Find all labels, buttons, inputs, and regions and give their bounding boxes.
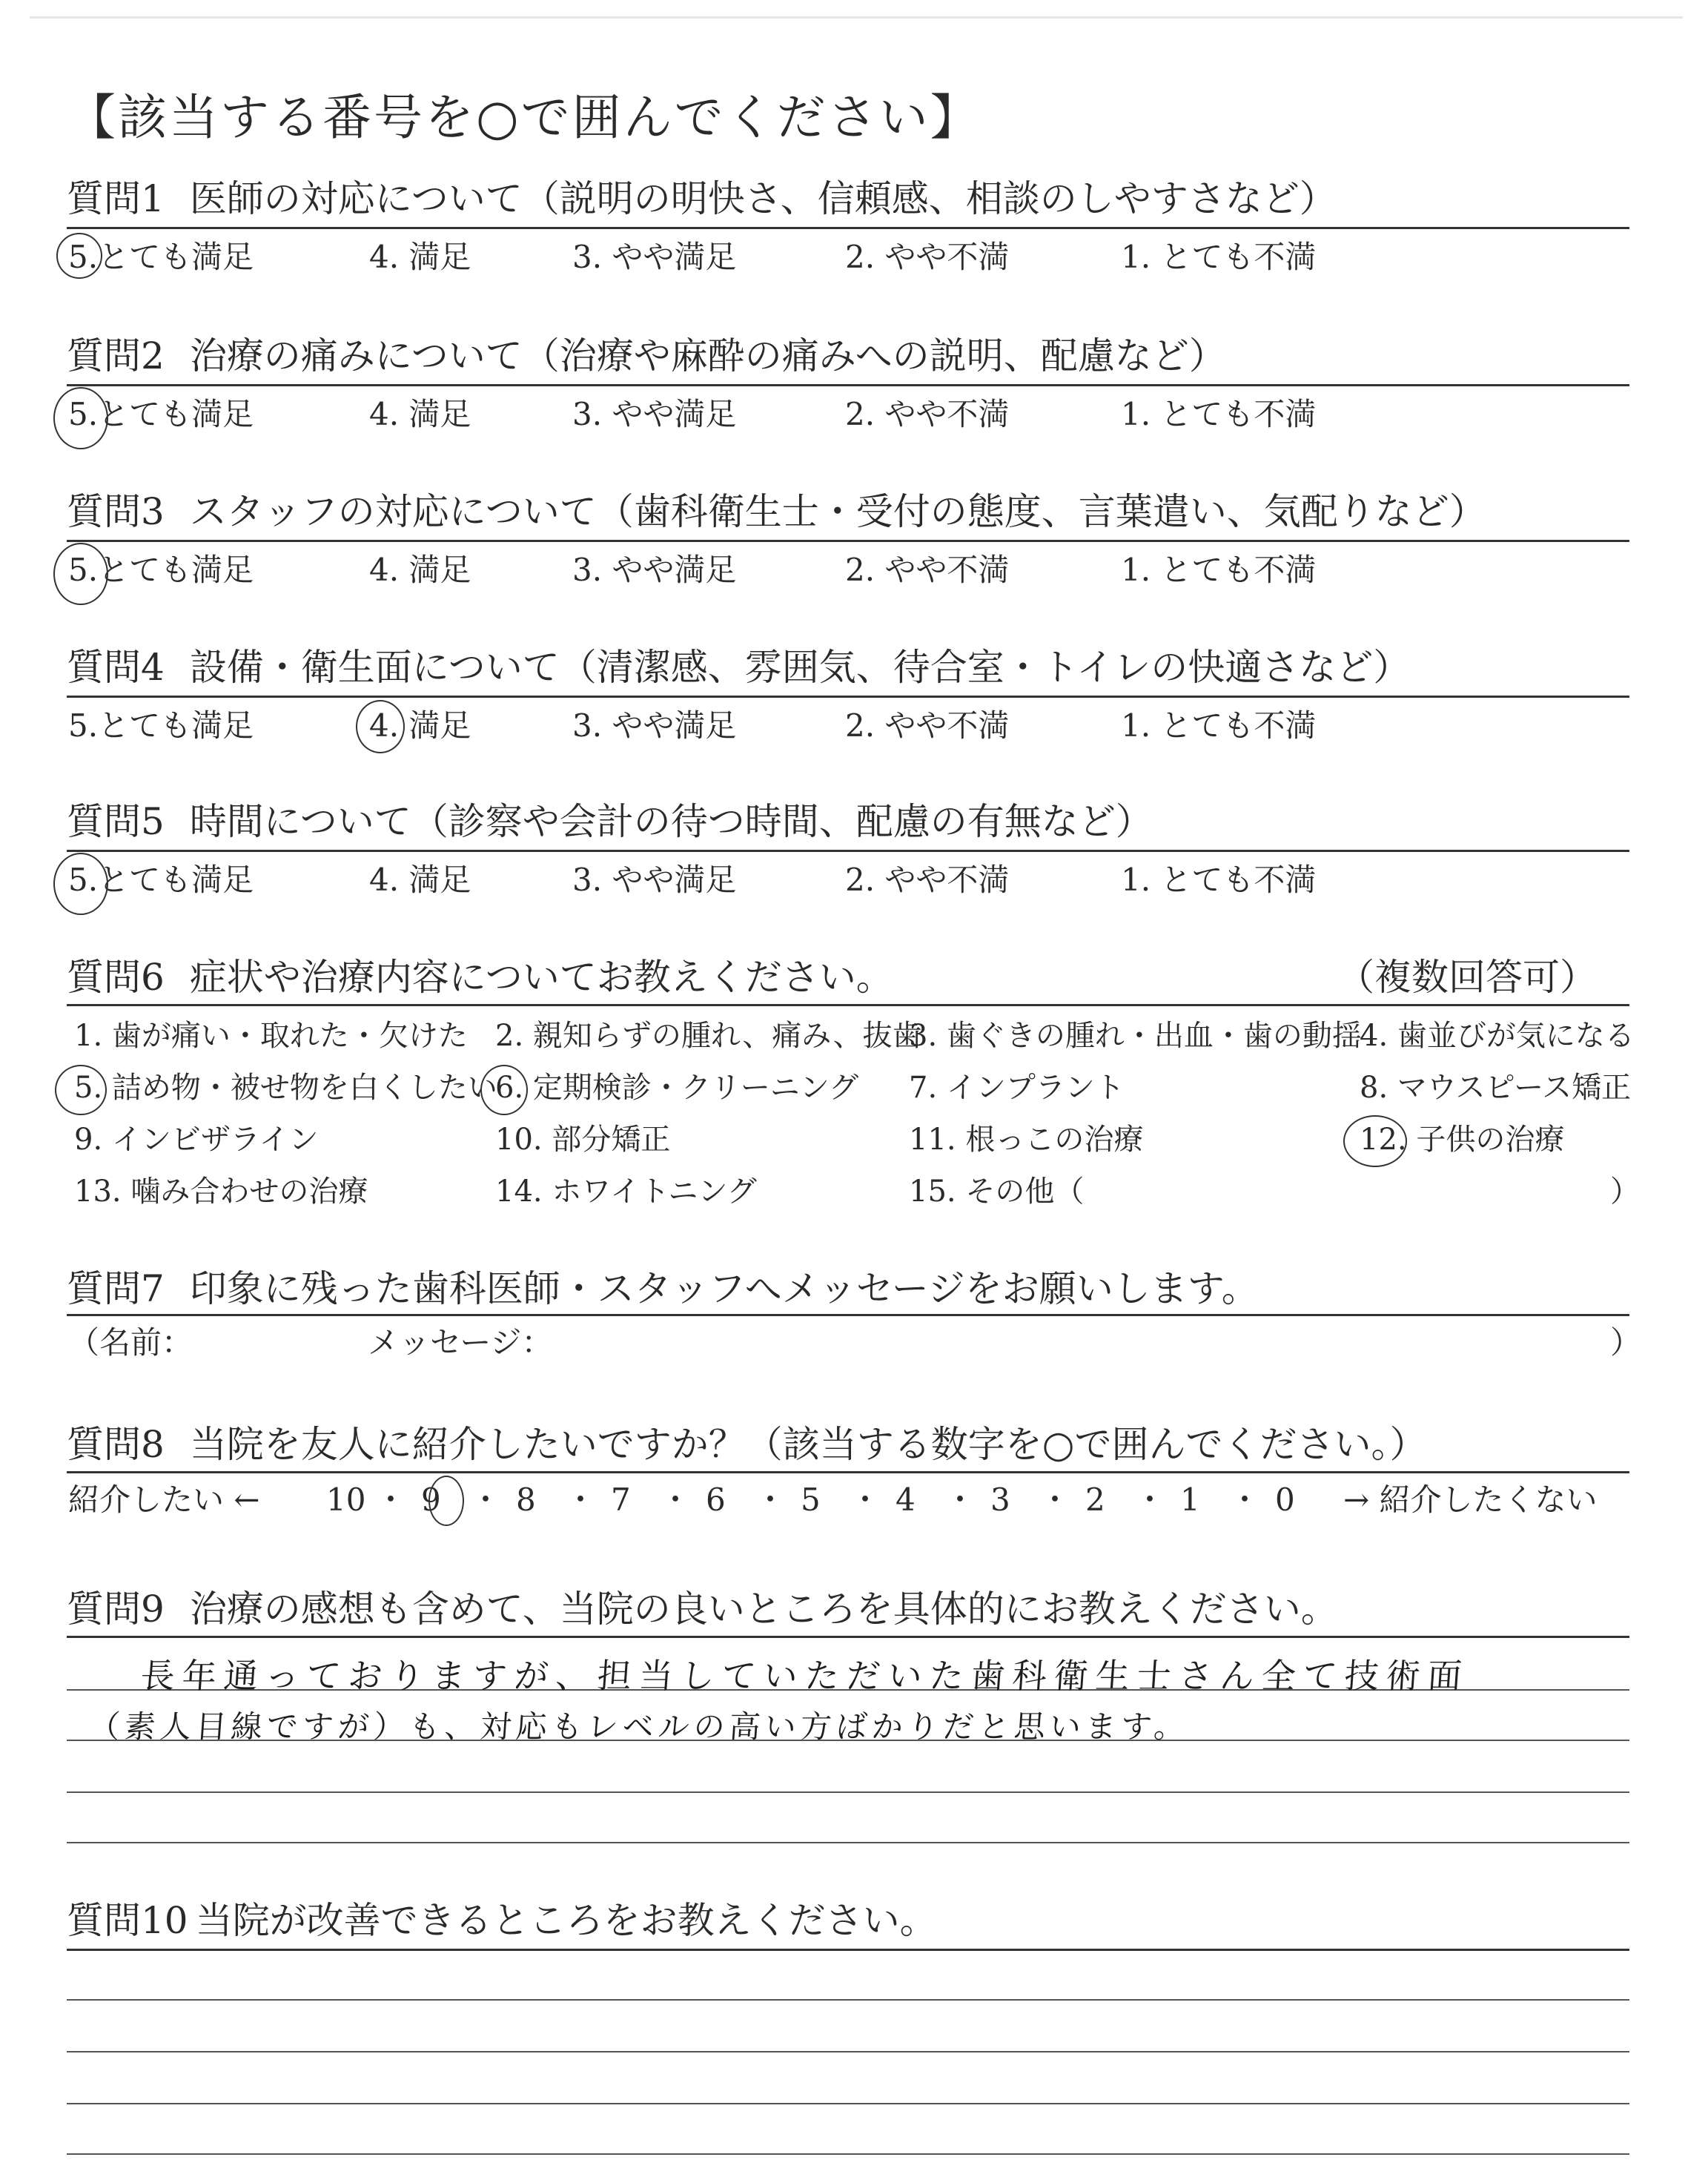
scale-separator: ・: [1039, 1482, 1071, 1518]
question-text: 症状や治療内容についてお教えください。: [189, 956, 893, 999]
rating-option-2[interactable]: 2. やや不満: [845, 239, 1010, 275]
multiple-answers-note: （複数回答可）: [1337, 956, 1597, 999]
scale-value-5[interactable]: 5: [801, 1482, 821, 1518]
rating-option-1[interactable]: 1. とても不満: [1121, 239, 1317, 275]
symptom-option-6[interactable]: 6. 定期検診・クリーニング: [495, 1071, 859, 1105]
symptom-option-5[interactable]: 5. 詰め物・被せ物を白くしたい: [74, 1071, 497, 1105]
rating-option-2[interactable]: 2. やや不満: [845, 707, 1010, 744]
rating-option-4[interactable]: 4. 満足: [369, 707, 471, 744]
question-text: 治療の痛みについて（治療や麻酔の痛みへの説明、配慮など）: [189, 334, 1226, 377]
rating-option-3[interactable]: 3. やや満足: [572, 552, 737, 588]
rating-option-5[interactable]: 5.とても満足: [68, 552, 254, 588]
handwritten-answer-line: 長年通っておりますが、担当していただいた歯科衛生士さん全て技術面: [139, 1656, 1471, 1696]
question-text: 治療の感想も含めて、当院の良いところを具体的にお教えください。: [189, 1588, 1338, 1631]
question-5: [67, 799, 1153, 844]
top-border: [30, 16, 1683, 19]
handwritten-answer-line: （素人目線ですが）も、対応もレベルの高い方ばかりだと思います。: [87, 1708, 1191, 1745]
question-number: 質問3: [67, 490, 165, 533]
answer-line: [67, 1791, 1629, 1793]
rating-option-1[interactable]: 1. とても不満: [1121, 552, 1317, 588]
symptom-option-7[interactable]: 7. インプラント: [909, 1071, 1125, 1105]
scale-separator: ・: [375, 1482, 407, 1518]
answer-line: [67, 2153, 1629, 2155]
message-close-paren: ）: [1610, 1324, 1642, 1361]
question-number: 質問9: [67, 1588, 165, 1631]
rating-option-2[interactable]: 2. やや不満: [845, 552, 1010, 588]
scale-separator: ・: [1229, 1482, 1261, 1518]
answer-circle: [480, 1065, 528, 1115]
question-rule: [67, 540, 1629, 542]
scale-value-9[interactable]: 9: [421, 1482, 441, 1518]
scale-separator: ・: [660, 1482, 692, 1518]
scale-separator: ・: [944, 1482, 976, 1518]
rating-option-2[interactable]: 2. やや不満: [845, 396, 1010, 432]
question-text: スタッフの対応について（歯科衛生士・受付の態度、言葉遣い、気配りなど）: [189, 490, 1486, 533]
question-text: 設備・衛生面について（清潔感、雰囲気、待合室・トイレの快適さなど）: [189, 646, 1411, 689]
rating-option-3[interactable]: 3. やや満足: [572, 239, 737, 275]
rating-option-2[interactable]: 2. やや不満: [845, 862, 1010, 898]
question-9: [67, 1587, 1338, 1631]
question-text: 当院を友人に紹介したいですか？（該当する数字を○で囲んでください。）: [189, 1423, 1427, 1466]
answer-circle: [56, 233, 102, 279]
rating-option-4[interactable]: 4. 満足: [369, 396, 471, 432]
symptom-option-11[interactable]: 11. 根っこの治療: [909, 1123, 1144, 1157]
survey-heading: 【該当する番号を○で囲んでください】: [67, 89, 982, 146]
symptom-option-12[interactable]: 12. 子供の治療: [1360, 1123, 1565, 1157]
question-rule: [67, 696, 1629, 698]
question-rule: [67, 1471, 1629, 1473]
question-4: [67, 645, 1410, 690]
answer-line: [67, 2051, 1629, 2052]
question-number: 質問5: [67, 800, 165, 843]
question-text: 医師の対応について（説明の明快さ、信頼感、相談のしやすさなど）: [189, 177, 1337, 220]
question-text: 当院が改善できるところをお教えください。: [195, 1899, 937, 1942]
rating-option-5[interactable]: 5.とても満足: [68, 396, 254, 432]
question-number: 質問8: [67, 1423, 165, 1466]
question-7: [67, 1266, 1259, 1311]
symptom-option-4[interactable]: 4. 歯並びが気になる: [1360, 1019, 1635, 1053]
scale-separator: ・: [850, 1482, 881, 1518]
message-label: メッセージ：: [368, 1324, 553, 1361]
question-rule: [67, 850, 1629, 852]
rating-option-4[interactable]: 4. 満足: [369, 552, 471, 588]
scale-separator: ・: [565, 1482, 597, 1518]
answer-circle: [428, 1476, 464, 1526]
scale-value-6[interactable]: 6: [706, 1482, 726, 1518]
symptom-option-8[interactable]: 8. マウスピース矯正: [1360, 1071, 1632, 1105]
scale-separator: ・: [1134, 1482, 1166, 1518]
symptom-option-2[interactable]: 2. 親知らずの腫れ、痛み、抜歯: [495, 1019, 922, 1053]
answer-line: [67, 1636, 1629, 1638]
scale-separator: ・: [755, 1482, 787, 1518]
question-rule: [67, 1314, 1629, 1316]
question-1: [67, 176, 1337, 221]
question-2: [67, 334, 1226, 378]
rating-option-3[interactable]: 3. やや満足: [572, 396, 737, 432]
answer-line: [67, 1949, 1629, 1951]
answer-circle: [55, 1065, 107, 1115]
scale-value-2[interactable]: 2: [1085, 1482, 1105, 1518]
recommend-label: 紹介したい ←: [68, 1482, 260, 1518]
rating-option-3[interactable]: 3. やや満足: [572, 707, 737, 744]
symptom-option-14[interactable]: 14. ホワイトニング: [495, 1175, 757, 1209]
answer-circle: [53, 543, 108, 605]
scale-value-10[interactable]: 10: [326, 1482, 366, 1518]
question-number: 質問1: [67, 177, 165, 220]
not-recommend-label: → 紹介したくない: [1343, 1482, 1598, 1518]
symptom-option-3[interactable]: 3. 歯ぐきの腫れ・出血・歯の動揺: [909, 1019, 1362, 1053]
question-8: [67, 1422, 1426, 1467]
answer-line: [67, 1999, 1629, 2001]
question-text: 印象に残った歯科医師・スタッフへメッセージをお願いします。: [189, 1267, 1259, 1310]
rating-option-1[interactable]: 1. とても不満: [1121, 862, 1317, 898]
answer-circle: [1343, 1115, 1407, 1167]
question-rule: [67, 227, 1629, 229]
scale-value-1[interactable]: 1: [1180, 1482, 1200, 1518]
rating-option-3[interactable]: 3. やや満足: [572, 862, 737, 898]
question-number: 質問2: [67, 334, 165, 377]
question-10: [67, 1898, 937, 1943]
question-6: [67, 955, 893, 1000]
answer-circle: [356, 700, 405, 753]
scale-value-0[interactable]: 0: [1275, 1482, 1295, 1518]
question-number: 質問4: [67, 646, 165, 689]
symptom-option-9[interactable]: 9. インビザライン: [74, 1123, 319, 1157]
symptom-option-1[interactable]: 1. 歯が痛い・取れた・欠けた: [74, 1019, 468, 1053]
scale-value-8[interactable]: 8: [516, 1482, 536, 1518]
rating-option-4[interactable]: 4. 満足: [369, 862, 471, 898]
scale-value-3[interactable]: 3: [990, 1482, 1010, 1518]
question-rule: [67, 384, 1629, 386]
symptom-option-13[interactable]: 13. 噛み合わせの治療: [74, 1175, 368, 1209]
rating-option-5[interactable]: 5.とても満足: [68, 239, 254, 275]
question-number: 質問6: [67, 956, 165, 999]
symptom-option-10[interactable]: 10. 部分矯正: [495, 1123, 671, 1157]
rating-option-1[interactable]: 1. とても不満: [1121, 396, 1317, 432]
scale-separator: ・: [470, 1482, 502, 1518]
rating-option-5[interactable]: 5.とても満足: [68, 862, 254, 898]
name-label: （名前：: [68, 1324, 193, 1361]
other-close-paren: ）: [1610, 1175, 1640, 1209]
symptom-option-15[interactable]: 15. その他（: [909, 1175, 1085, 1209]
answer-line: [67, 2103, 1629, 2104]
answer-circle: [53, 387, 108, 449]
answer-circle: [53, 853, 108, 915]
question-3: [67, 489, 1486, 534]
question-number: 質問7: [67, 1267, 165, 1310]
scale-value-4[interactable]: 4: [896, 1482, 916, 1518]
answer-line: [67, 1842, 1629, 1843]
question-rule: [67, 1004, 1629, 1006]
scale-value-7[interactable]: 7: [611, 1482, 631, 1518]
question-number: 質問10: [67, 1899, 188, 1942]
rating-option-5[interactable]: 5.とても満足: [68, 707, 254, 744]
question-text: 時間について（診察や会計の待つ時間、配慮の有無など）: [189, 800, 1153, 843]
rating-option-4[interactable]: 4. 満足: [369, 239, 471, 275]
rating-option-1[interactable]: 1. とても不満: [1121, 707, 1317, 744]
